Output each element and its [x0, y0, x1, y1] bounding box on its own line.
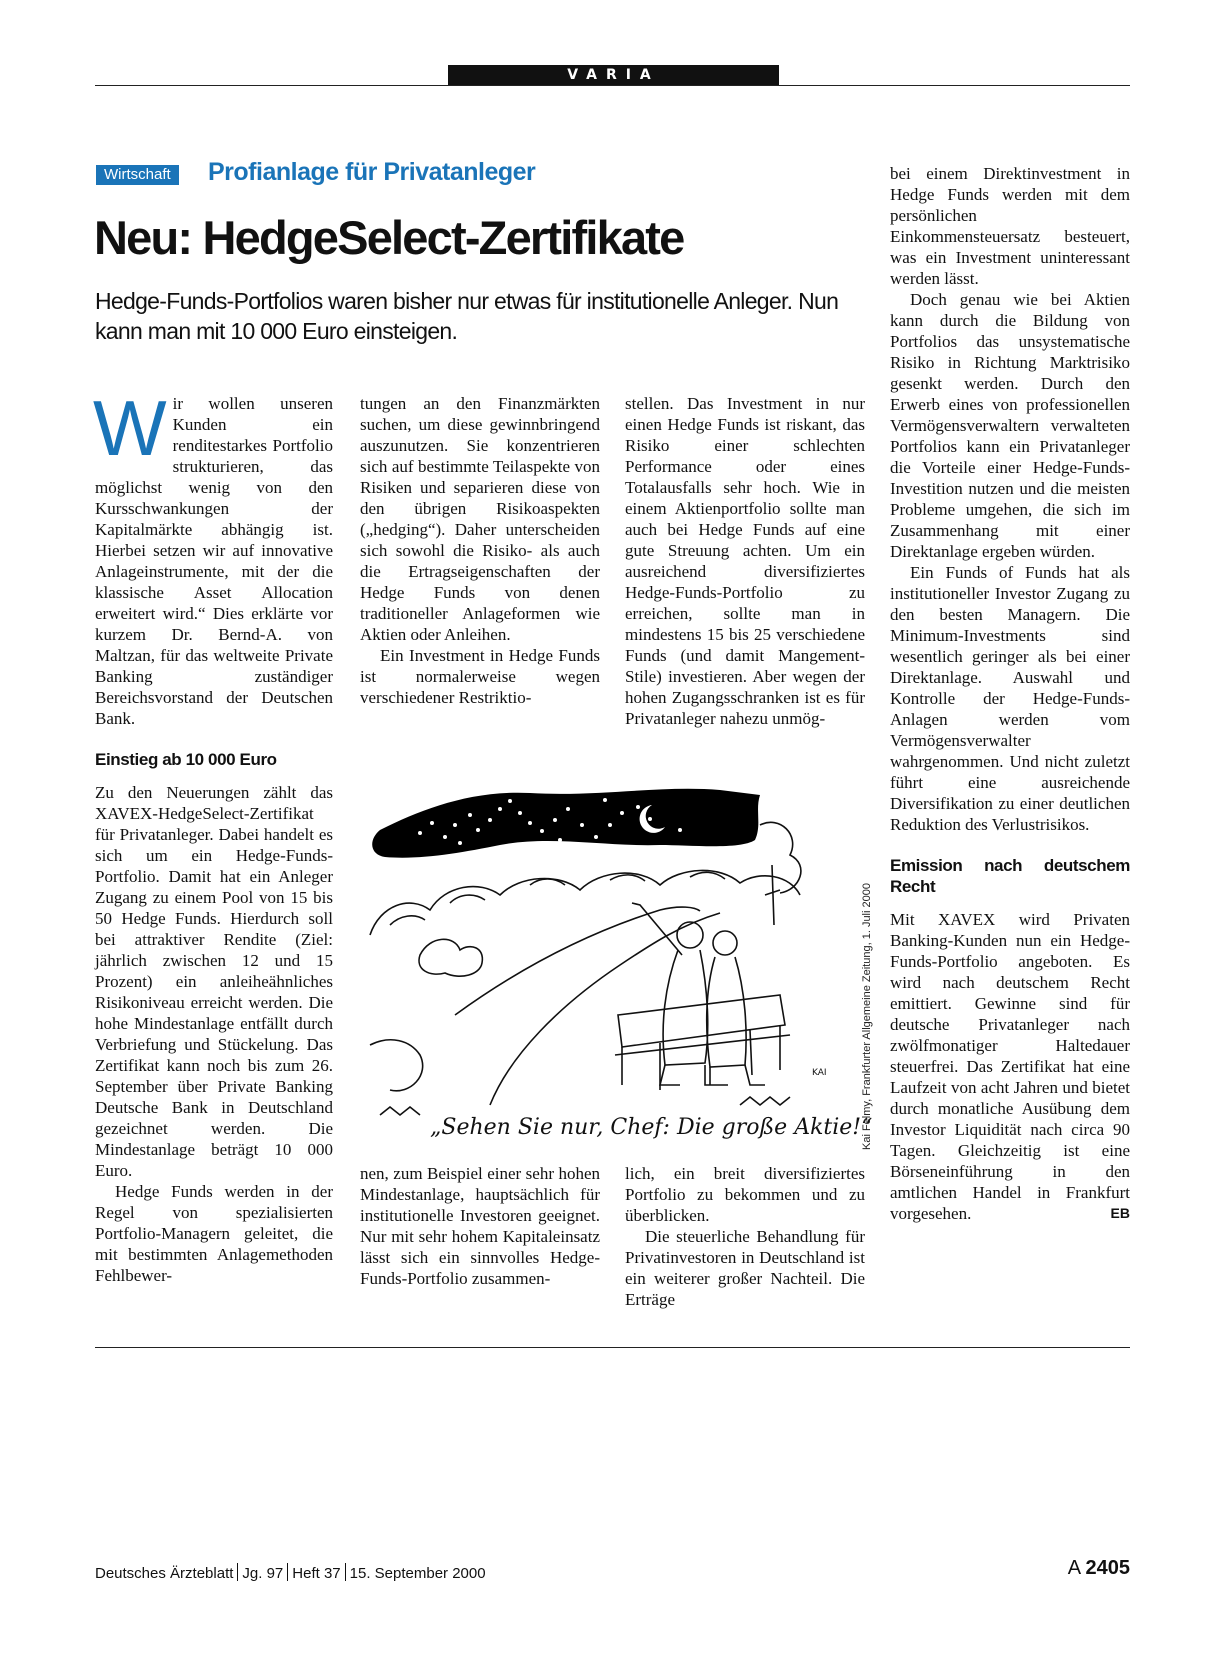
column-1 [93, 384, 333, 1286]
paragraph [890, 909, 1130, 1224]
paragraph: Ein Funds of Funds hat als institutioneller Investor Zugang zu den besten Managern. Die Minimum-Investments sind wesentlich geringer als bei einer Direktanlage. Auswahl und Kontrolle der Hedge-Funds-Anlagen werden vom Vermögensverwalter wahrgenommen. Und nicht zuletzt führt eine ausreichende Diversifikation zu einer deutlichen Reduktion des Verlustrisikos. [890, 563, 1130, 834]
issue-date: 15. September 2000 [349, 1565, 486, 1582]
separator [345, 1563, 346, 1581]
intro-paragraph [93, 384, 333, 729]
column-4 [890, 163, 1130, 1224]
page-number-value: 2405 [1085, 1557, 1130, 1579]
section-label: VARIA [448, 65, 779, 85]
bottom-rule [95, 1347, 1130, 1348]
paragraph: nen, zum Beispiel einer sehr hohen Mindestanlage, hauptsächlich für institutionelle Investoren geeignet. Nur mit sehr hohem Kapitaleinsatz lässt sich ein sinnvolles Hedge-Funds-Portfolio zusammen- [360, 1164, 600, 1288]
paragraph: Die steuerliche Behandlung für Privatinvestoren in Deutschland ist ein weiterer großer Nachteil. Die Erträge [625, 1227, 865, 1309]
author-signature: EB [1110, 1205, 1130, 1221]
paragraph: stellen. Das Investment in nur einen Hedge Funds ist riskant, das Risiko einer schlechten Performance oder eines Totalausfalls sehr hoch. Wie in einem Aktienportfolio sollte man auch bei Hedge Funds auf eine gute Streuung achten. Um ein ausreichend diversifiziertes Hedge-Funds-Portfolio zu erreichen, sollte man in mindestens 15 bis 25 verschiedene Funds (und damit Mangement-Stile) investieren. Aber wegen der hohen Zugangsschranken ist es für Privatanleger nahezu unmög- [625, 394, 865, 728]
closing-text: Mit XAVEX wird Privaten Banking-Kunden nun ein Hedge-Funds-Portfolio angeboten. Es wird nach deutschem Recht emittiert. Gewinne sind für deutsche Privatanleger nach zwölfmonatiger Haltedauer steuerfrei. Das Zertifikat hat eine Laufzeit von acht Jahren und bietet durch monatliche Ausübung dem Investor Liquidität nach circa 90 Tagen. Gleichzeitig ist eine Börseneinführung in den amtlichen Handel in Frankfurt vorgesehen. [890, 910, 1130, 1223]
paragraph: Doch genau wie bei Aktien kann durch die Bildung von Portfolios das unsystematische Risiko in Richtung Marktrisiko gesenkt werden. Durch den Erwerb eines von professionellen Vermögensverwaltern verwalteten Portfolios kann ein Privatanleger die Vorteile einer Hedge-Funds-Investition nutzen und die meisten Probleme umgehen, die sich im Zusammenhang mit einer Direktanlage ergeben würden. [890, 290, 1130, 561]
journal-name: Deutsches Ärzteblatt [95, 1565, 234, 1582]
column-2-bottom [360, 1163, 600, 1289]
cartoon-illustration [360, 785, 860, 1140]
subheading-einstieg: Einstieg ab 10 000 Euro [95, 750, 277, 769]
paragraph: Hedge Funds werden in der Regel von spezialisierten Portfolio-Managern geleitet, die mit bestimmten Anlagemethoden Fehlbewer- [95, 1182, 333, 1285]
column-2-top [360, 393, 600, 708]
page-number [1068, 1557, 1130, 1580]
paragraph: tungen an den Finanzmärkten suchen, um diese gewinnbringend auszunutzen. Sie konzentrieren sich auf bestimmte Teilaspekte von Risiken und separieren diese von den übrigen Risikoaspekten („hedging“). Daher unterscheiden sich sowohl die Risiko- als auch die Ertragseigenschaften der Hedge Funds von denen traditioneller Anlageformen wie Aktien oder Anleihen. [360, 394, 600, 644]
paragraph: Zu den Neuerungen zählt das XAVEX-HedgeSelect-Zertifikat für Privatanleger. Dabei handelt es sich um ein Hedge-Funds-Portfolio. Damit hat ein Anleger Zugang zu einem Pool von 15 bis 50 Hedge Funds. Hierdurch soll bei attraktiver Rendite (Ziel: jährlich zwischen 12 und 15 Prozent) ein anleiheähnliches Risikoniveau erreicht werden. Die hohe Mindestanlage entfällt durch Verbriefung und Stückelung. Das Zertifikat kann noch bis zum 26. September über Private Banking Deutsche Bank in Deutschland gezeichnet werden. Die Mindestanlage beträgt 10 000 Euro. [95, 783, 333, 1180]
drop-cap: W [93, 384, 167, 472]
kicker: Profianlage für Privatanleger [208, 158, 536, 186]
headline: Neu: HedgeSelect-Zertifikate [94, 211, 684, 264]
page-prefix: A [1067, 1557, 1080, 1579]
paragraph: bei einem Direktinvestment in Hedge Funds werden mit dem persönlichen Einkommensteuersatz besteuert, was ein Investment uninteressant werden lässt. [890, 164, 1130, 288]
issue: Heft 37 [292, 1565, 341, 1582]
image-credit: Kai Felmy, Frankfurter Allgemeine Zeitung, 1. Juli 2000 [861, 883, 873, 1150]
lead-text: Hedge-Funds-Portfolios waren bisher nur etwas für institutionelle Anleger. Nun kann man mit 10 000 Euro einsteigen. [95, 288, 839, 344]
category-tag: Wirtschaft [96, 165, 179, 185]
paragraph: Ein Investment in Hedge Funds ist normalerweise wegen verschiedener Restriktio- [360, 646, 600, 707]
artist-signature: KAI [812, 1068, 827, 1078]
column-3-top [625, 393, 865, 729]
separator [237, 1563, 238, 1581]
volume: Jg. 97 [242, 1565, 284, 1582]
cartoon-caption: „Sehen Sie nur, Chef: Die große Aktie!“ [430, 1115, 873, 1140]
separator [287, 1563, 288, 1581]
footer [95, 1563, 486, 1582]
subheading-emission: Emission nach deutschem Recht [890, 856, 1130, 896]
column-3-bottom [625, 1163, 865, 1310]
intro-text: ir wollen unseren Kunden ein renditestarkes Portfolio strukturieren, das möglichst wenig von den Kursschwankungen der Kapitalmärkte abhängig ist. Hierbei setzen wir auf innovative Anlageinstrumente, mit der die klassische Asset Allocation erweitert wird.“ Dies erklärte vor kurzem Dr. Bernd-A. von Maltzan, für das weltweite Private Banking zuständiger Bereichsvorstand der Deutschen Bank. [95, 394, 333, 728]
paragraph: lich, ein breit diversifiziertes Portfolio zu bekommen und zu überblicken. [625, 1164, 865, 1225]
top-rule [95, 85, 1130, 86]
